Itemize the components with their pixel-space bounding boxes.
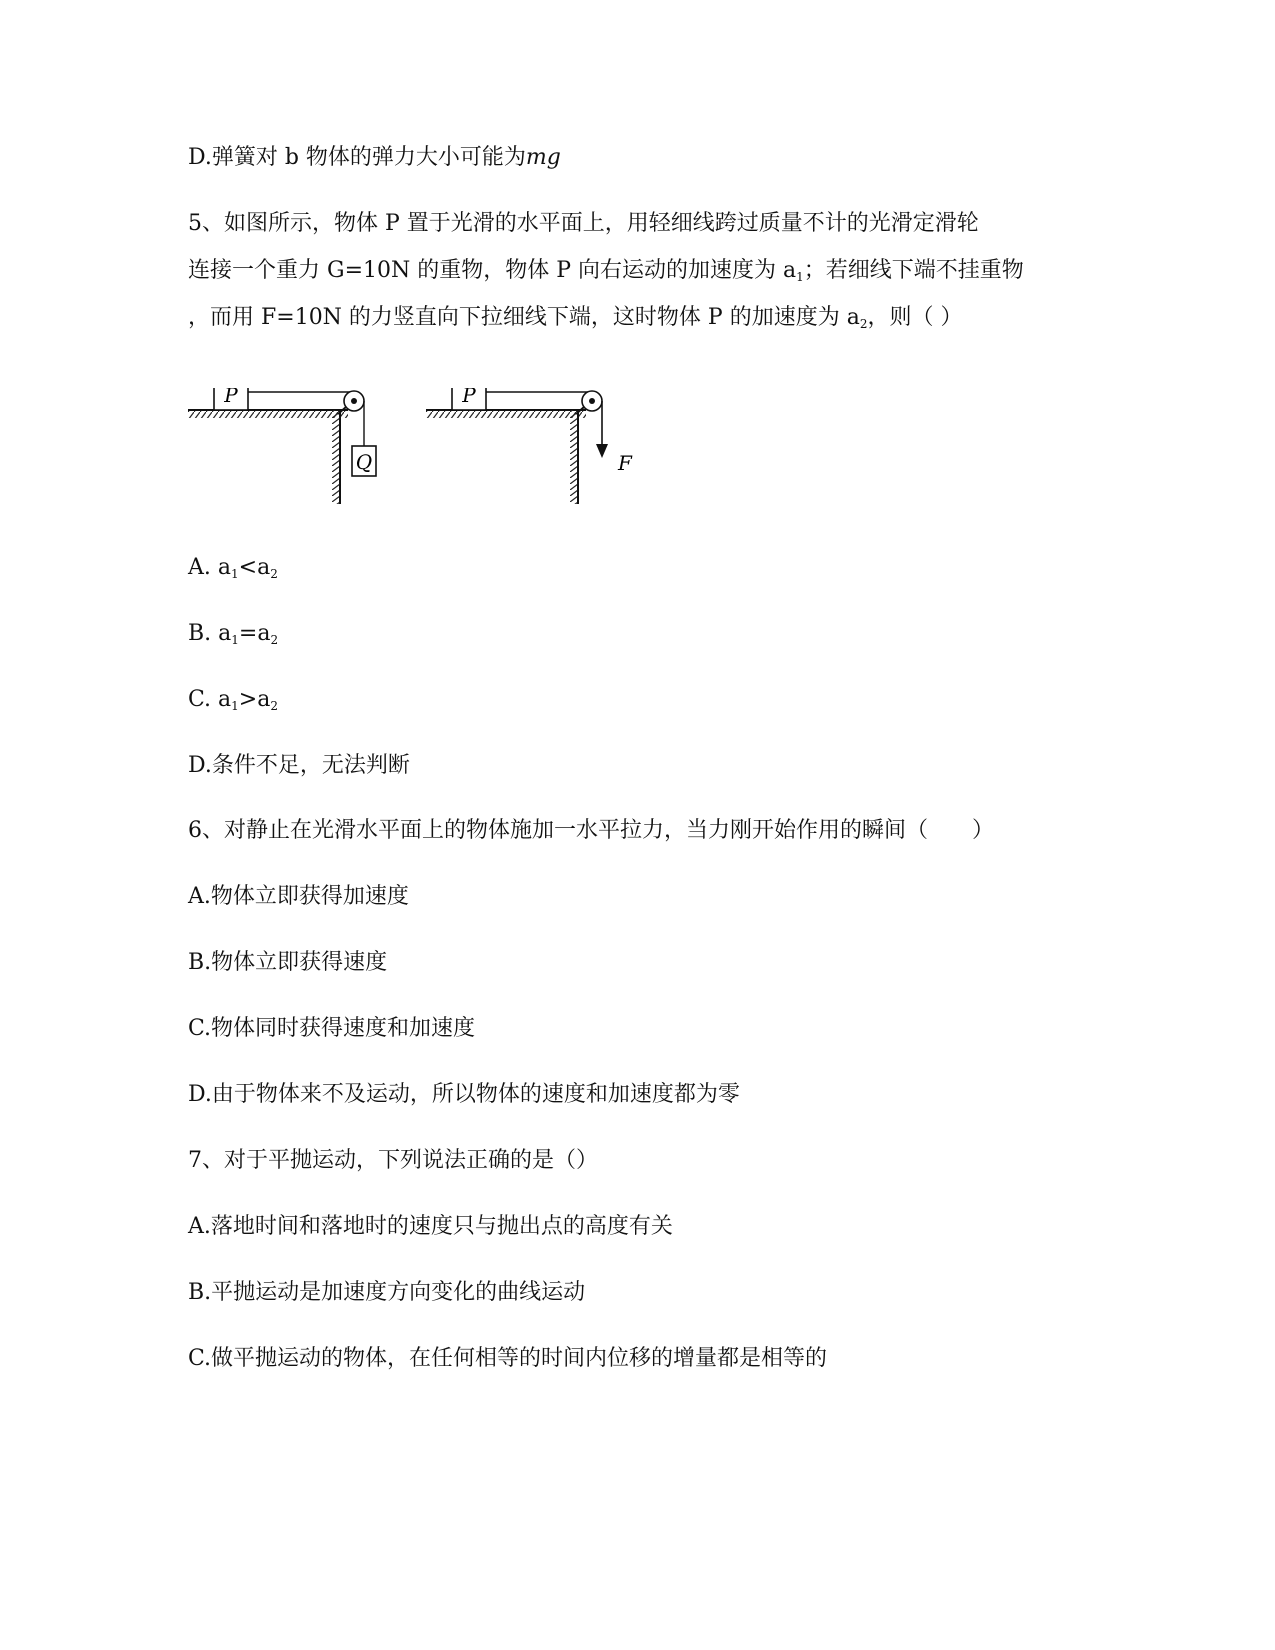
q5-option-d: D.条件不足，无法判断 (188, 753, 410, 778)
pulley-figure (188, 388, 648, 518)
q6-stem: 6、对静止在光滑水平面上的物体施加一水平拉力，当力刚开始作用的瞬间（ ） (188, 818, 994, 843)
ground-hatch (426, 410, 586, 418)
pulley-axle-left (351, 398, 357, 404)
q5-option-c: C. $a_1>a_2$ (188, 687, 278, 713)
q6-option-d: D.由于物体来不及运动，所以物体的速度和加速度都为零 (188, 1082, 740, 1107)
right-diagram (426, 388, 633, 504)
q6-option-a: A.物体立即获得加速度 (188, 884, 409, 909)
ground-hatch (188, 410, 348, 418)
label-p-left: P (224, 388, 238, 407)
q7-option-c: C.做平抛运动的物体，在任何相等的时间内位移的增量都是相等的 (188, 1346, 828, 1371)
wall-hatch (570, 410, 578, 504)
q7-option-b: B.平抛运动是加速度方向变化的曲线运动 (188, 1280, 586, 1305)
label-f: F (618, 451, 632, 475)
q5-option-a: A. $a_1<a_2$ (188, 555, 278, 581)
force-arrow-head (596, 444, 608, 458)
q5-option-b: B. $a_1=a_2$ (188, 621, 279, 647)
q7-option-a: A.落地时间和落地时的速度只与抛出点的高度有关 (188, 1214, 673, 1239)
q5-stem-line-1: 5、如图所示，物体 P 置于光滑的水平面上，用轻细线跨过质量不计的光滑定滑轮 (188, 211, 979, 236)
q6-option-b: B.物体立即获得速度 (188, 950, 388, 975)
left-diagram (188, 388, 376, 504)
q5-stem-line-2: 连接一个重力 G=10N 的重物，物体 P 向右运动的加速度为 $a_1$；若细线下端不挂重物 (188, 258, 1024, 284)
wall-hatch (332, 410, 340, 504)
pulley-axle-right (589, 398, 595, 404)
label-q: Q (355, 450, 373, 474)
q5-stem-line-3: ，而用 F=10N 的力竖直向下拉细线下端，这时物体 P 的加速度为 $a_2$，则（ ） (188, 305, 963, 331)
q7-stem: 7、对于平抛运动，下列说法正确的是（） (188, 1148, 598, 1173)
label-p-right: P (462, 388, 476, 407)
q4-option-d: D.弹簧对 b 物体的弹力大小可能为mg (188, 145, 561, 170)
mg-expression: mg (525, 145, 561, 170)
q6-option-c: C.物体同时获得速度和加速度 (188, 1016, 476, 1041)
